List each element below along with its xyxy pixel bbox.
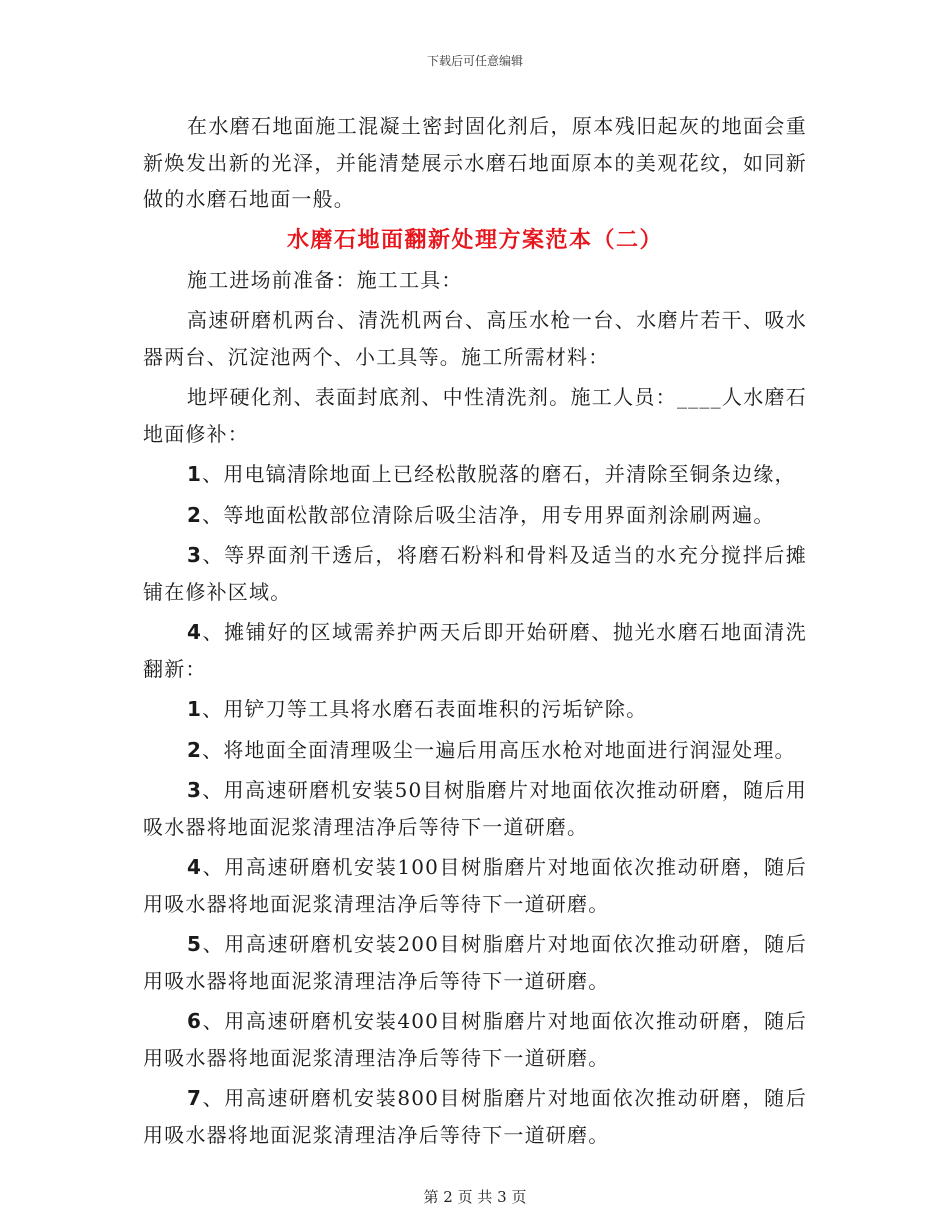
step-number: 4 [187, 620, 203, 644]
paragraph [143, 302, 807, 375]
paragraph [143, 614, 807, 687]
paragraph [143, 732, 807, 769]
step-number: 7 [187, 1086, 203, 1110]
step-number: 3 [187, 543, 203, 567]
paragraph-text: 、用高速研磨机安装100目树脂磨片对地面依次推动研磨，随后用吸水器将地面泥浆清理洁净后等待下一道研磨。 [143, 855, 807, 916]
step-number: 1 [187, 462, 203, 486]
paragraph [143, 497, 807, 534]
paragraph [143, 1080, 807, 1153]
paragraph-text: 、用高速研磨机安装50目树脂磨片对地面依次推动研磨，随后用吸水器将地面泥浆清理洁净后等待下一道研磨。 [143, 778, 807, 839]
page-footer: 第 2 页 共 3 页 [423, 1188, 527, 1206]
step-number: 4 [187, 855, 203, 879]
step-number: 3 [187, 778, 203, 802]
paragraph-text: 、用高速研磨机安装400目树脂磨片对地面依次推动研磨，随后用吸水器将地面泥浆清理洁净后等待下一道研磨。 [143, 1009, 807, 1070]
step-number: 2 [187, 737, 203, 762]
paragraph [143, 772, 807, 845]
paragraph-text: 施工进场前准备：施工工具： [187, 267, 463, 292]
paragraph-text: 、用铲刀等工具将水磨石表面堆积的污垢铲除。 [202, 697, 648, 721]
step-number: 5 [187, 932, 203, 956]
paragraph-text: 、用高速研磨机安装200目树脂磨片对地面依次推动研磨，随后用吸水器将地面泥浆清理洁净后等待下一道研磨。 [143, 932, 807, 993]
paragraph-text: 、将地面全面清理吸尘一遍后用高压水枪对地面进行润湿处理。 [202, 737, 796, 762]
paragraph [143, 926, 807, 999]
paragraph-text: 地坪硬化剂、表面封底剂、中性清洗剂。施工人员：____人水磨石地面修补： [143, 385, 807, 446]
step-number: 2 [187, 502, 203, 527]
paragraph-text: 、摊铺好的区域需养护两天后即开始研磨、抛光水磨石地面清洗翻新： [143, 620, 807, 681]
page-header: 下载后可任意编辑 [426, 54, 523, 68]
paragraph-text: 高速研磨机两台、清洗机两台、高压水枪一台、水磨片若干、吸水器两台、沉淀池两个、小工具等。施工所需材料： [143, 308, 807, 369]
intro-paragraph: 在水磨石地面施工混凝土密封固化剂后，原本残旧起灰的地面会重新焕发出新的光泽，并能清楚展示水磨石地面原本的美观花纹，如同新做的水磨石地面一般。 [143, 114, 807, 211]
paragraph [143, 262, 807, 299]
paragraph [143, 691, 807, 728]
paragraph [143, 537, 807, 610]
section-title: 水磨石地面翻新处理方案范本（二） [286, 226, 663, 253]
step-number: 6 [187, 1009, 203, 1033]
paragraph-text: 、等地面松散部位清除后吸尘洁净，用专用界面剂涂刷两遍。 [202, 502, 775, 527]
step-number: 1 [187, 697, 203, 721]
paragraph [143, 379, 807, 452]
paragraph-text: 、用高速研磨机安装800目树脂磨片对地面依次推动研磨，随后用吸水器将地面泥浆清理洁净后等待下一道研磨。 [143, 1086, 807, 1147]
paragraph [143, 456, 807, 493]
paragraph-text: 、用电镐清除地面上已经松散脱落的磨石，并清除至铜条边缘， [202, 462, 796, 486]
paragraph-text: 、等界面剂干透后，将磨石粉料和骨料及适当的水充分搅拌后摊铺在修补区域。 [143, 543, 807, 604]
document-body [143, 108, 807, 1157]
paragraph [143, 849, 807, 922]
paragraph [143, 1003, 807, 1076]
